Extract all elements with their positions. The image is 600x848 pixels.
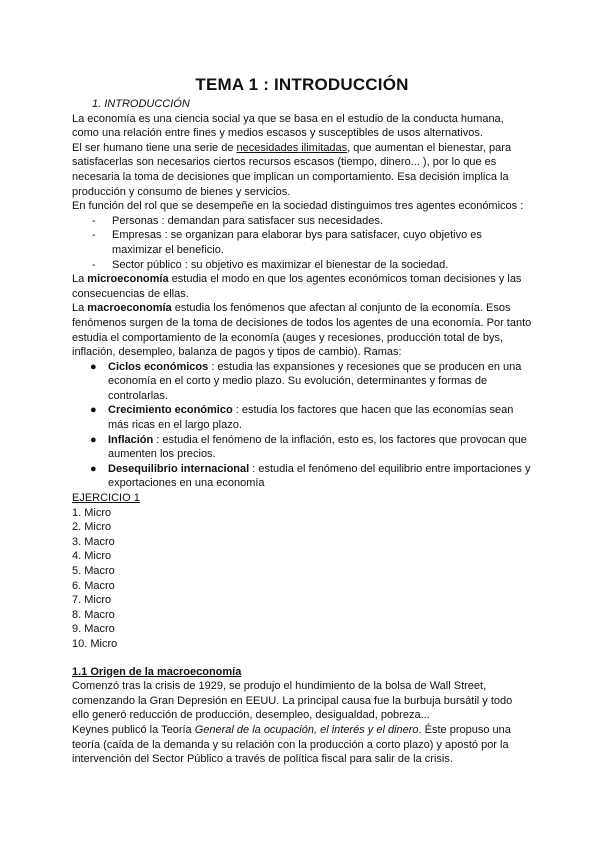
needs-underlined: necesidades ilimitadas — [236, 141, 348, 154]
bullet-icon: ● — [90, 462, 97, 475]
list-item: - Empresas : se organizan para elaborar bys para satisfacer, cuyo objetivo es maximizar el beneficio. — [92, 229, 482, 256]
list-item: 1. Micro — [72, 506, 112, 519]
bullet-icon: ● — [90, 433, 97, 446]
paragraph-macroeconomics: La macroeconomía estudia los fenómenos que afectan al conjunto de la economía. Esos fenómenos surgen de la toma de decisiones de todos los agentes de una economía. Por tanto estudia el comportamiento de la economía (auges y recesiones, producción total de bys, inflación, desempleo, balanza de pagos y tipos de cambio). Ramas: — [72, 302, 532, 359]
list-item: 7. Micro — [72, 594, 112, 607]
paragraph-keynes: Keynes publicó la Teoría General de la ocupación, el interés y el dinero. Éste propuso una teoría (caída de la demanda y su relación con la producción a corto plazo) y apostó por la intervención del Sector Público a través de política fiscal para salir de la crisis. — [72, 723, 511, 766]
list-item: 8. Macro — [72, 608, 115, 621]
bullet-icon: ● — [90, 360, 97, 373]
list-item: ● Crecimiento económico : estudia los factores que hacen que las economías sean más ricas en el largo plazo. — [90, 404, 514, 432]
list-item: 9. Macro — [72, 623, 115, 636]
section-heading-origin: 1.1 Origen de la macroeconomía — [72, 665, 242, 678]
agents-list — [72, 214, 532, 272]
paragraph-origin: Comenzó tras la crisis de 1929, se produjo el hundimiento de la bolsa de Wall Street, comenzando la Gran Depresión en EEUU. La principal causa fue la burbuja bursátil y todo ello generó reducción de producción, desempleo, desigualdad, pobreza... — [72, 680, 513, 722]
exercise-answers — [72, 506, 532, 652]
term-macroeconomia: macroeconomía — [87, 302, 172, 315]
list-item: 2. Micro — [72, 521, 112, 534]
paragraph-needs: El ser humano tiene una serie de necesidades ilimitadas, que aumentan el bienestar, para satisfacerlas son necesarios ciertos recursos escasos (tiempo, dinero... ), por lo que es necesaria la toma de decisiones que implican un comportamiento. Esa decisión implica la producción y consumo de bienes y servicios. — [72, 141, 512, 198]
list-item: - Sector público : su objetivo es maximizar el bienestar de la sociedad. — [92, 258, 449, 271]
branches-list — [72, 360, 532, 491]
term-microeconomia: microeconomía — [87, 273, 169, 286]
document-content — [72, 75, 532, 767]
list-item: ● Desequilibrio internacional : estudia el fenómeno del equilibrio entre importaciones y exportaciones en una economía — [90, 462, 531, 490]
list-item: ● Ciclos económicos : estudia las expansiones y recesiones que se producen en una economía en el corto y medio plazo. Su evolución, determinantes y formas de controlarlas. — [90, 360, 522, 402]
list-item: 6. Macro — [72, 579, 115, 592]
section-subheading: 1. INTRODUCCIÓN — [92, 98, 190, 110]
paragraph-microeconomics: La microeconomía estudia el modo en que los agentes económicos toman decisiones y las consecuencias de ellas. — [72, 273, 522, 300]
list-item: 5. Macro — [72, 565, 115, 577]
list-item: ● Inflación : estudia el fenómeno de la inflación, esto es, los factores que provocan que aumenten los precios. — [90, 433, 527, 461]
paragraph-agents-intro: En función del rol que se desempeñe en la sociedad distinguimos tres agentes económicos : — [72, 200, 524, 213]
list-item: 3. Macro — [72, 535, 115, 548]
book-title: General de la ocupación, el interés y el dinero — [194, 723, 419, 736]
list-item: 4. Micro — [72, 550, 112, 563]
bullet-icon: ● — [90, 404, 97, 417]
paragraph-economy-definition: La economía es una ciencia social ya que se basa en el estudio de la conducta humana, como una relación entre fines y medios escasos y susceptibles de usos alternativos. — [72, 112, 504, 140]
exercise-title: EJERCICIO 1 — [72, 492, 140, 505]
list-item: - Personas : demandan para satisfacer sus necesidades. — [92, 214, 383, 227]
list-item: 10. Micro — [72, 637, 118, 650]
page-title: TEMA 1 : INTRODUCCIÓN — [195, 75, 409, 94]
